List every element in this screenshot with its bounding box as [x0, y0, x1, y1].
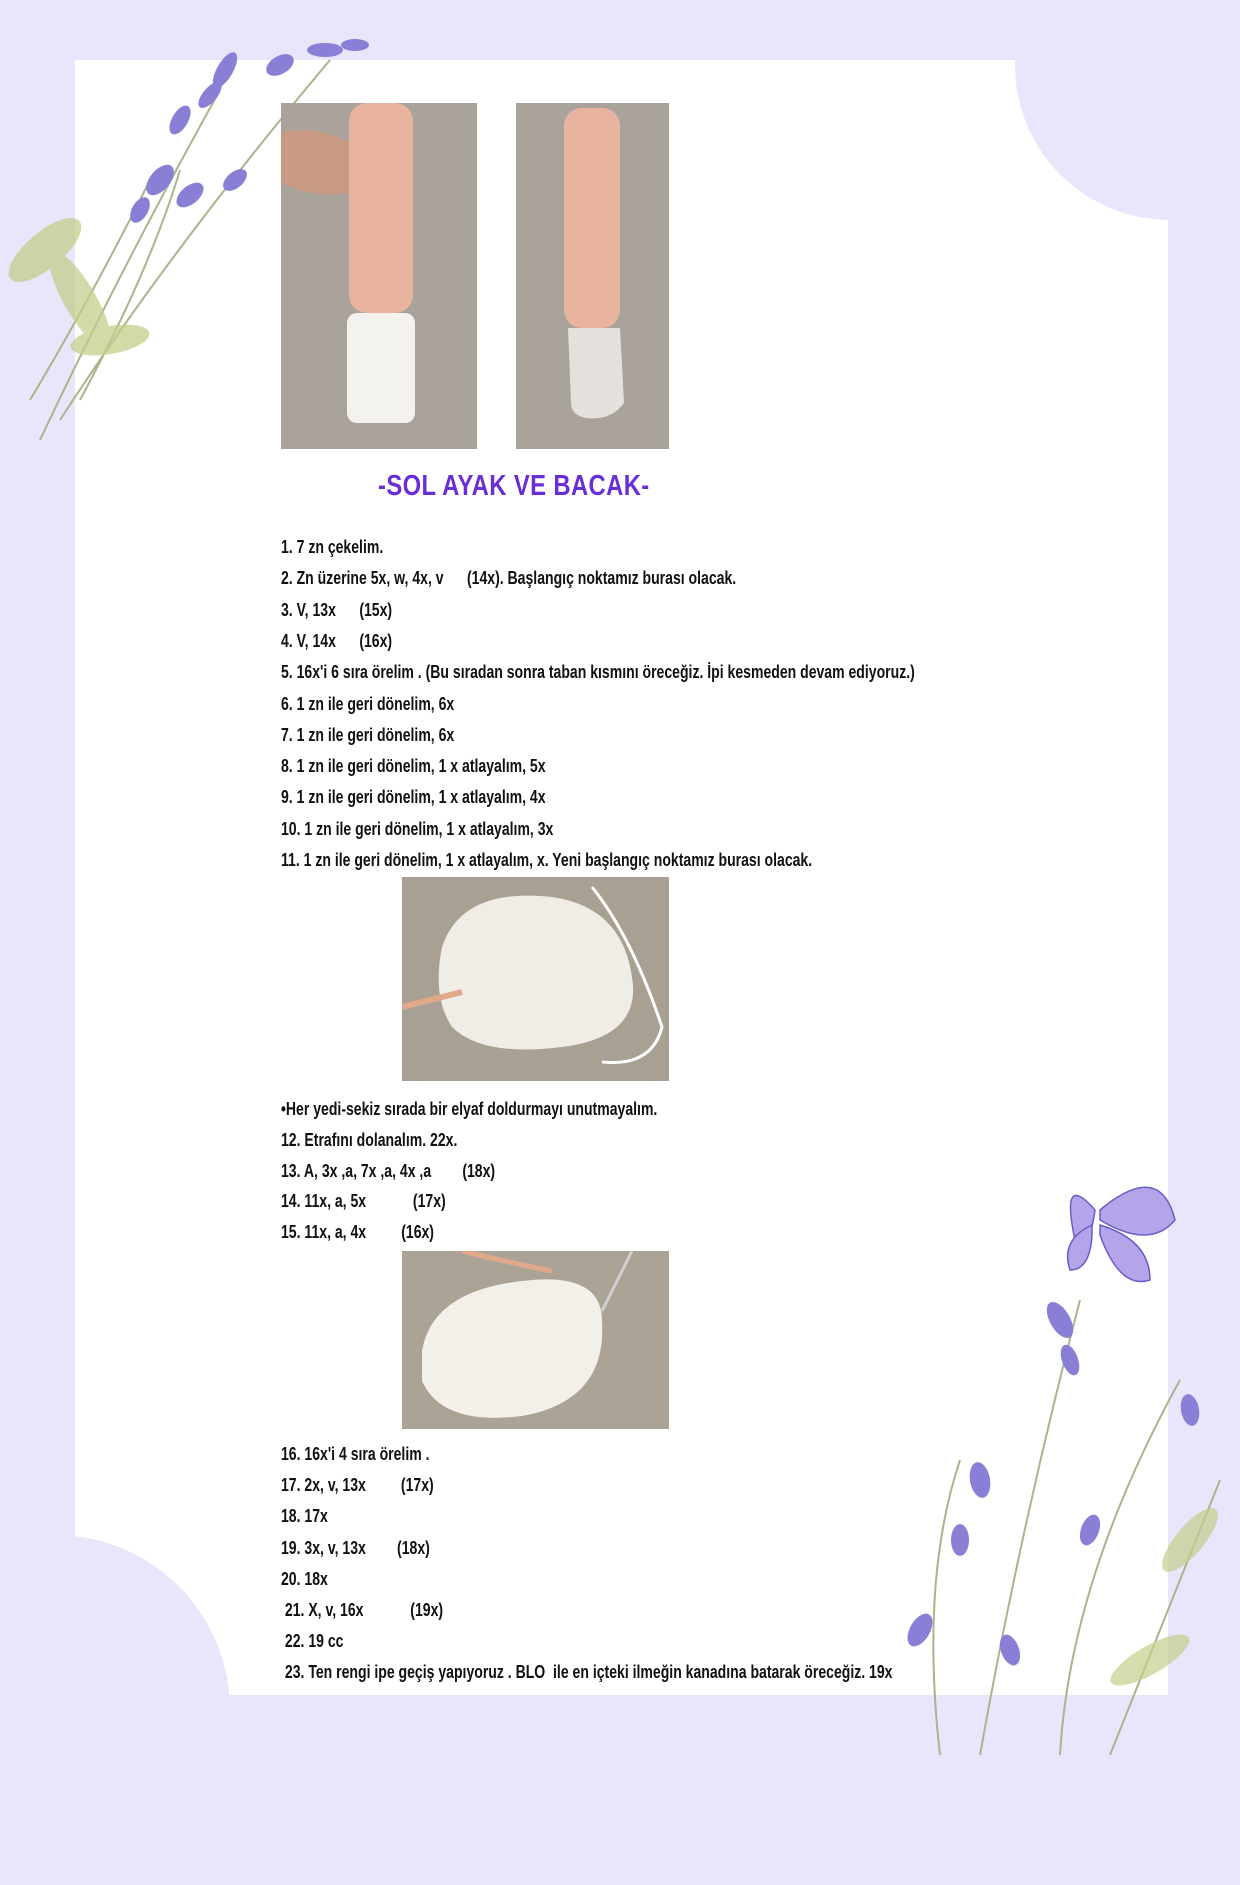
- step-line: 14. 11x, a, 5x (17x): [281, 1191, 446, 1212]
- step-line: 15. 11x, a, 4x (16x): [281, 1222, 434, 1243]
- photo-sole: [402, 877, 669, 1081]
- step-line: 7. 1 zn ile geri dönelim, 6x: [281, 724, 455, 745]
- step-line: 18. 17x: [281, 1506, 328, 1527]
- step-line: 17. 2x, v, 13x (17x): [281, 1475, 434, 1496]
- step-line: 16. 16x'i 4 sıra örelim .: [281, 1444, 430, 1464]
- step-line: 23. Ten rengi ipe geçiş yapıyoruz . BLO ile en içteki ilmeğin kanadına batarak öreceğiz. 19x: [281, 1662, 893, 1683]
- step-line: 5. 16x'i 6 sıra örelim . (Bu sıradan sonra taban kısmını öreceğiz. İpi kesmeden devam ediyoruz.): [281, 662, 915, 683]
- step-line: 13. A, 3x ,a, 7x ,a, 4x ,a (18x): [281, 1160, 496, 1181]
- step-line: 21. X, v, 16x (19x): [281, 1600, 444, 1620]
- step-line: 8. 1 zn ile geri dönelim, 1 x atlayalım, 5x: [281, 756, 546, 777]
- step-line: 22. 19 cc: [281, 1631, 344, 1652]
- step-line: 10. 1 zn ile geri dönelim, 1 x atlayalım, 3x: [281, 818, 554, 839]
- photo-leg-side: [516, 103, 669, 449]
- step-line: 19. 3x, v, 13x (18x): [281, 1537, 430, 1558]
- step-line: 12. Etrafını dolanalım. 22x.: [281, 1129, 458, 1150]
- step-line: 6. 1 zn ile geri dönelim, 6x: [281, 693, 455, 714]
- page-title: -SOL AYAK VE BACAK-: [378, 470, 650, 502]
- step-line: 20. 18x: [281, 1568, 328, 1589]
- step-line: 11. 1 zn ile geri dönelim, 1 x atlayalım, x. Yeni başlangıç noktamız burası olacak.: [281, 850, 813, 870]
- step-line: 2. Zn üzerine 5x, w, 4x, v (14x). Başlangıç noktamız burası olacak.: [281, 568, 737, 589]
- step-line: 1. 7 zn çekelim.: [281, 537, 384, 557]
- step-line: 9. 1 zn ile geri dönelim, 1 x atlayalım, 4x: [281, 787, 546, 808]
- step-line: 3. V, 13x (15x): [281, 599, 393, 620]
- step-line: 4. V, 14x (16x): [281, 630, 393, 651]
- photo-foot: [402, 1251, 669, 1429]
- photo-leg-front: [281, 103, 477, 449]
- step-line: •Her yedi-sekiz sırada bir elyaf doldurmayı unutmayalım.: [281, 1099, 658, 1119]
